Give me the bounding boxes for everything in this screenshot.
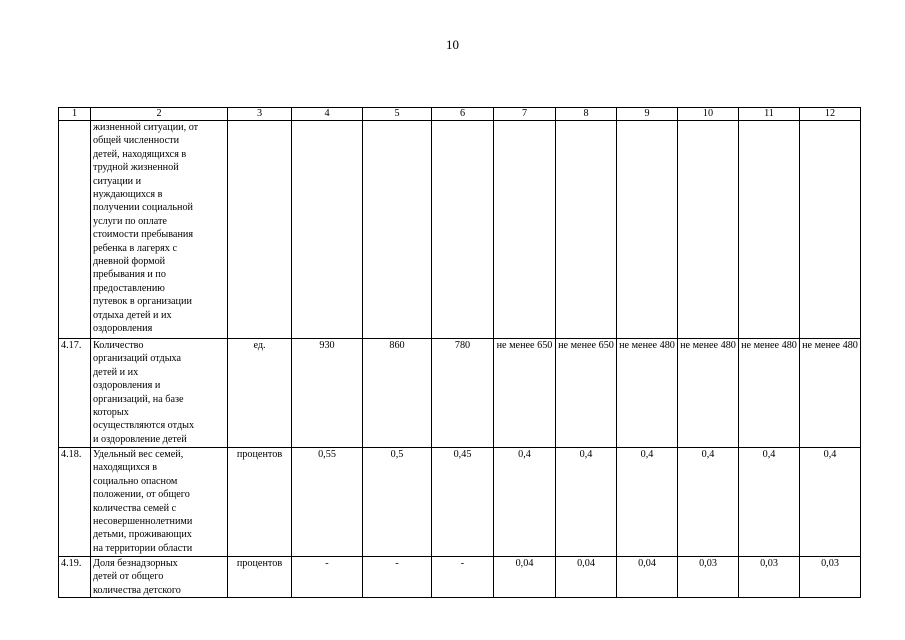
- value-cell: 0,04: [556, 557, 617, 598]
- row-number: 4.17.: [59, 339, 91, 448]
- page-number: 10: [446, 37, 459, 52]
- value-cell: 0,5: [363, 448, 432, 557]
- value-cell: не менее 650: [494, 339, 556, 448]
- table-row: [59, 339, 861, 448]
- header-cell: 2: [91, 108, 228, 121]
- value-cell: -: [432, 557, 494, 598]
- value-cell: 930: [292, 339, 363, 448]
- header-cell: 5: [363, 108, 432, 121]
- header-cell: 4: [292, 108, 363, 121]
- row-number: 4.18.: [59, 448, 91, 557]
- value-cell: [494, 121, 556, 339]
- header-cell: 12: [800, 108, 861, 121]
- row-number: [59, 121, 91, 339]
- value-cell: 0,03: [739, 557, 800, 598]
- value-cell: 780: [432, 339, 494, 448]
- value-cell: [678, 121, 739, 339]
- table-row: [59, 448, 861, 557]
- value-cell: 0,03: [800, 557, 861, 598]
- value-cell: 0,04: [617, 557, 678, 598]
- value-cell: 0,03: [678, 557, 739, 598]
- value-cell: 0,4: [494, 448, 556, 557]
- header-cell: 10: [678, 108, 739, 121]
- value-cell: не менее 480: [739, 339, 800, 448]
- value-cell: -: [363, 557, 432, 598]
- table-header-row: [59, 108, 861, 121]
- header-cell: 3: [228, 108, 292, 121]
- value-cell: 0,45: [432, 448, 494, 557]
- value-cell: не менее 480: [678, 339, 739, 448]
- table-row: [59, 557, 861, 598]
- header-cell: 11: [739, 108, 800, 121]
- unit-cell: [228, 121, 292, 339]
- value-cell: не менее 480: [617, 339, 678, 448]
- value-cell: 0,4: [617, 448, 678, 557]
- value-cell: [617, 121, 678, 339]
- value-cell: 0,4: [739, 448, 800, 557]
- indicator-name: Количество организаций отдыха детей и их оздоровления и организаций, на базе которых осуществляются отдых и оздоровление детей: [91, 339, 228, 448]
- value-cell: [292, 121, 363, 339]
- value-cell: 860: [363, 339, 432, 448]
- value-cell: 0,4: [678, 448, 739, 557]
- value-cell: [363, 121, 432, 339]
- value-cell: [739, 121, 800, 339]
- unit-cell: процентов: [228, 448, 292, 557]
- header-cell: 7: [494, 108, 556, 121]
- table-row: [59, 121, 861, 339]
- value-cell: [800, 121, 861, 339]
- value-cell: не менее 650: [556, 339, 617, 448]
- value-cell: -: [292, 557, 363, 598]
- table-body: [59, 108, 861, 598]
- unit-cell: ед.: [228, 339, 292, 448]
- value-cell: 0,55: [292, 448, 363, 557]
- value-cell: [556, 121, 617, 339]
- header-cell: 8: [556, 108, 617, 121]
- indicators-table: [58, 107, 861, 598]
- indicator-name: Удельный вес семей, находящихся в социально опасном положении, от общего количества семей с несовершеннолетними детьми, проживающих на территории области: [91, 448, 228, 557]
- indicator-name: Доля безнадзорных детей от общего количества детского: [91, 557, 228, 598]
- row-number: 4.19.: [59, 557, 91, 598]
- value-cell: 0,4: [800, 448, 861, 557]
- unit-cell: процентов: [228, 557, 292, 598]
- value-cell: 0,4: [556, 448, 617, 557]
- value-cell: [432, 121, 494, 339]
- value-cell: не менее 480: [800, 339, 861, 448]
- header-cell: 9: [617, 108, 678, 121]
- header-cell: 6: [432, 108, 494, 121]
- value-cell: 0,04: [494, 557, 556, 598]
- indicator-name: жизненной ситуации, от общей численности детей, находящихся в трудной жизненной ситуации и нуждающихся в получении социальной услуги по оплате стоимости пребывания ребенка в лагерях с дневной формой пребывания и по предоставлению путевок в организации отдыха детей и их оздоровления: [91, 121, 228, 339]
- header-cell: 1: [59, 108, 91, 121]
